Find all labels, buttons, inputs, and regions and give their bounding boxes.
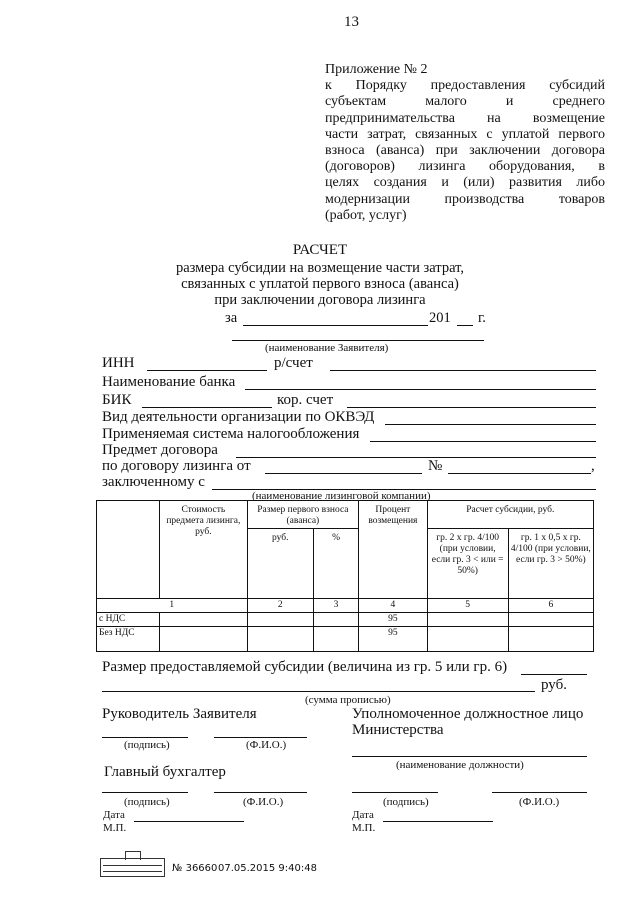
col-number-2: 2 bbox=[247, 599, 313, 613]
table-header-row bbox=[97, 501, 594, 529]
tax-field[interactable] bbox=[370, 441, 596, 442]
table-row bbox=[97, 613, 594, 627]
cell-col6[interactable] bbox=[508, 613, 593, 627]
head-sign-caption: (подпись) bbox=[124, 739, 170, 751]
mp-right: М.П. bbox=[352, 822, 376, 834]
okved-field[interactable] bbox=[385, 424, 596, 425]
col-number-3: 3 bbox=[313, 599, 358, 613]
heading-line-1: размера субсидии на возмещение части затрат, bbox=[175, 260, 465, 276]
head-label: Руководитель Заявителя bbox=[102, 706, 257, 722]
authorized-label-2: Министерства bbox=[352, 722, 444, 738]
head-fio-line[interactable] bbox=[214, 737, 307, 738]
position-caption: (наименование должности) bbox=[396, 759, 524, 771]
period-year: 201 bbox=[429, 310, 451, 326]
subject-label: Предмет договора bbox=[102, 442, 218, 458]
subheader-rub: руб. bbox=[247, 529, 313, 599]
header-cost: Стоимость предмета лизинга, руб. bbox=[160, 501, 247, 599]
corr-field[interactable] bbox=[347, 407, 596, 408]
contract-label: по договору лизинга от bbox=[102, 458, 251, 474]
column-number-row bbox=[97, 599, 594, 613]
col-number-5: 5 bbox=[427, 599, 508, 613]
registry-stamp-icon bbox=[100, 858, 165, 877]
cell-rub[interactable] bbox=[247, 627, 313, 652]
period-suffix: г. bbox=[478, 310, 486, 326]
appendix-line: к Порядку предоставления субсидий bbox=[325, 78, 605, 94]
rub-label: руб. bbox=[541, 677, 567, 693]
appendix-block bbox=[325, 62, 605, 224]
date-label-right: Дата bbox=[352, 809, 374, 821]
comma: , bbox=[591, 458, 595, 474]
heading-line-2: связанных с уплатой первого взноса (аванса) bbox=[181, 276, 459, 292]
cell-col5[interactable] bbox=[427, 627, 508, 652]
heading-line-3: при заключении договора лизинга bbox=[214, 292, 426, 308]
calculation-table bbox=[96, 500, 594, 652]
contract-number-field[interactable] bbox=[448, 473, 591, 474]
cell-cost[interactable] bbox=[160, 613, 247, 627]
accountant-sign-caption: (подпись) bbox=[124, 796, 170, 808]
cell-rub[interactable] bbox=[247, 613, 313, 627]
page-number: 13 bbox=[344, 14, 359, 30]
subsidy-words-field[interactable] bbox=[102, 691, 535, 692]
period-prefix: за bbox=[225, 310, 238, 326]
subsidy-label: Размер предоставляемой субсидии (величина из гр. 5 или гр. 6) bbox=[102, 659, 508, 675]
cell-percent: 95 bbox=[359, 627, 427, 652]
authorized-label-1: Уполномоченное должностное лицо bbox=[352, 706, 584, 722]
cell-pct[interactable] bbox=[313, 613, 358, 627]
position-field[interactable] bbox=[352, 756, 587, 757]
accountant-sign-line[interactable] bbox=[102, 792, 188, 793]
col-number-6: 6 bbox=[508, 599, 593, 613]
cell-cost[interactable] bbox=[160, 627, 247, 652]
registration-datetime: 07.05.2015 9:40:48 bbox=[218, 863, 317, 874]
account-field[interactable] bbox=[330, 370, 596, 371]
period-blank[interactable] bbox=[243, 325, 428, 326]
bank-label: Наименование банка bbox=[102, 374, 236, 390]
sum-words-caption: (сумма прописью) bbox=[305, 694, 391, 706]
okved-label: Вид деятельности организации по ОКВЭД bbox=[102, 409, 375, 425]
accountant-fio-caption: (Ф.И.О.) bbox=[243, 796, 284, 808]
authorized-sign-caption: (подпись) bbox=[383, 796, 429, 808]
cell-pct[interactable] bbox=[313, 627, 358, 652]
appendix-title: Приложение № 2 bbox=[325, 62, 428, 77]
appendix-line: взноса (аванса) при заключении договора bbox=[325, 143, 605, 159]
date-field-left[interactable] bbox=[134, 821, 244, 822]
authorized-fio-caption: (Ф.И.О.) bbox=[519, 796, 560, 808]
subheader-col5: гр. 2 х гр. 4/100 (при условии, если гр. 3 < или = 50%) bbox=[427, 529, 508, 599]
appendix-line: предпринимательства на возмещение bbox=[325, 110, 605, 126]
applicant-caption: (наименование Заявителя) bbox=[265, 342, 389, 354]
lessor-caption: (наименование лизинговой компании) bbox=[252, 490, 431, 502]
row-label: Без НДС bbox=[97, 627, 160, 652]
contract-date-field[interactable] bbox=[265, 473, 422, 474]
year-blank[interactable] bbox=[457, 325, 473, 326]
subheader-col6: гр. 1 х 0,5 х гр. 4/100 (при условии, если гр. 3 > 50%) bbox=[508, 529, 593, 599]
cell-col5[interactable] bbox=[427, 613, 508, 627]
registration-number: № 36660 bbox=[172, 863, 218, 874]
appendix-line: модернизации производства товаров bbox=[325, 191, 605, 207]
head-fio-caption: (Ф.И.О.) bbox=[246, 739, 287, 751]
cell-col6[interactable] bbox=[508, 627, 593, 652]
inn-field[interactable] bbox=[147, 370, 267, 371]
header-percent: Процент возмещения bbox=[359, 501, 427, 599]
header-subsidy-calc: Расчет субсидии, руб. bbox=[427, 501, 593, 529]
date-field-right[interactable] bbox=[383, 821, 493, 822]
head-sign-line[interactable] bbox=[102, 737, 188, 738]
cell-percent: 95 bbox=[359, 613, 427, 627]
bik-field[interactable] bbox=[142, 407, 272, 408]
accountant-label: Главный бухгалтер bbox=[104, 764, 226, 780]
subsidy-amount-field[interactable] bbox=[521, 674, 587, 675]
col-number-4: 4 bbox=[359, 599, 427, 613]
appendix-line: части затрат, связанных с уплатой первого bbox=[325, 126, 605, 142]
table-row bbox=[97, 627, 594, 652]
number-sign: № bbox=[428, 458, 443, 474]
tax-label: Применяемая система налогообложения bbox=[102, 426, 360, 442]
appendix-line: субъектам малого и среднего bbox=[325, 94, 605, 110]
subheader-percent: % bbox=[313, 529, 358, 599]
mp-left: М.П. bbox=[103, 822, 127, 834]
accountant-fio-line[interactable] bbox=[214, 792, 307, 793]
row-label: с НДС bbox=[97, 613, 160, 627]
bik-label: БИК bbox=[102, 392, 132, 408]
header-first-payment: Размер первого взноса (аванса) bbox=[247, 501, 359, 529]
bank-field[interactable] bbox=[245, 389, 596, 390]
concluded-label: заключенному с bbox=[102, 474, 205, 490]
appendix-line: целях создания и (или) развития либо bbox=[325, 175, 605, 191]
appendix-line: (работ, услуг) bbox=[325, 207, 407, 223]
subject-field[interactable] bbox=[236, 457, 596, 458]
col-number-1: 1 bbox=[97, 599, 248, 613]
document-title: РАСЧЕТ bbox=[292, 242, 348, 258]
authorized-fio-line[interactable] bbox=[492, 792, 587, 793]
authorized-sign-line[interactable] bbox=[352, 792, 438, 793]
inn-label: ИНН bbox=[102, 355, 135, 371]
date-label-left: Дата bbox=[103, 809, 125, 821]
applicant-blank[interactable] bbox=[232, 340, 484, 341]
appendix-line: (договоров) лизинга оборудования, в bbox=[325, 159, 605, 175]
corr-label: кор. счет bbox=[277, 392, 334, 408]
account-label: р/счет bbox=[274, 355, 313, 371]
